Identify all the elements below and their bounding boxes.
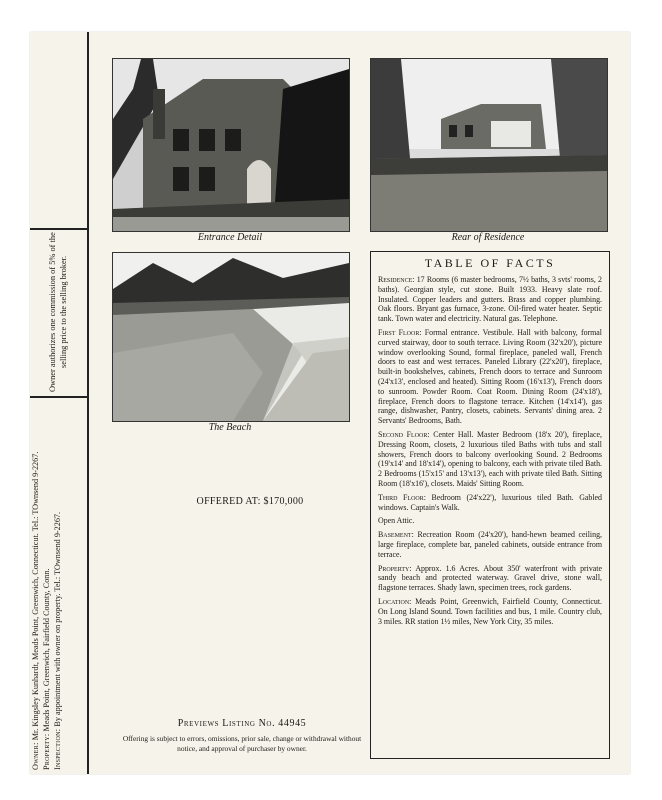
entrance-caption: Entrance Detail (197, 232, 263, 243)
rear-caption: Rear of Residence (451, 232, 525, 243)
facts-second-floor (378, 430, 602, 489)
sidebar-divider (87, 32, 89, 774)
property-text: Meads Point, Greenwich, Fairfield County, Conn. (42, 568, 51, 732)
facts-property (378, 564, 602, 593)
beach-photo (112, 252, 350, 422)
first-floor-text: Formal entrance. Vestibule. Hall with balcony, formal curved stairway, door to south terrace. Living Room (32'x20'), picture window overlooking Sound, formal fireplace, paneled wall, French doors to east and west terraces. Paneled Library (22'x20'), fireplace, built-in bookshelves, cabinets, French doors to terrace and Sunroom (24'x13', enclosed and heated). Sitting Room (16'x13'), French doors to sunroom. Powder Room. Coat Room. Dining Room (24'x18'), fireplace, French doors to flagstone terrace. Kitchen (14'x14'), gas range, dishwasher, Pantry, closets, cabinets. Servants' dining area. 2 Servants' Bedrooms, Bath. (378, 327, 602, 426)
inspection-text: By appointment with owner on property. Tel.: TOwnsend 9-2267. (53, 511, 62, 727)
owner-line (30, 404, 41, 770)
beach-caption: The Beach (208, 422, 252, 433)
third-floor-label: Third Floor: (378, 492, 426, 502)
entrance-photo (112, 58, 350, 232)
basement-text: Recreation Room (24'x20'), hand-hewn beamed ceiling, large fireplace, complete bar, paneled cabinets, outside entrance from terrace. (378, 530, 602, 559)
table-of-facts (370, 251, 610, 759)
second-floor-label: Second Floor: (378, 429, 430, 439)
listing-number: Previews Listing No. 44945 (177, 718, 307, 729)
residence-text: 17 Rooms (6 master bedrooms, 7½ baths, 3 svts' rooms, 2 baths). Georgian style, cut stone. Built 1933. Heavy slate roof. Insulated. Copper leaders and gutters. Brass and copper plumbing. Oak floors. Bryant gas furnace, 3-zone. Oil-fired water heater. Septic tank. Town water and electricity. Natural gas. Telephone. (378, 275, 602, 324)
offered-price: OFFERED AT: $170,000 (196, 496, 304, 507)
second-floor-text: Center Hall. Master Bedroom (18'x 20'), fireplace, Dressing Room, closets, 2 luxurious tiled Baths with tubs and stall showers, French doors to balcony overlooking Sound. 2 Bedrooms (19'x14' and 18'x14'), opening to balcony, each with private tiled Bath. 2 Bedrooms (15'x15' and 13'x13'), each with private tiled Bath. Sitting Room (18'x16'), closets. Maids' Sitting Room. (378, 429, 602, 488)
third-floor-text: Bedroom (24'x22'), luxurious tiled Bath. Gabled windows. Captain's Walk. (378, 492, 602, 512)
commission-note (30, 232, 86, 392)
property-facts-text: Approx. 1.6 Acres. About 350' waterfront with private sandy beach and protected waterway. Gravel drive, stone wall, flagstone terraces. Shady lawn, specimen trees, rock gardens. (378, 563, 602, 593)
basement-label: Basement: (378, 530, 414, 540)
brochure-page (30, 32, 630, 774)
facts-third-floor (378, 493, 602, 513)
facts-location (378, 597, 602, 626)
location-text: Meads Point, Greenwich, Fairfield County, Connecticut. On Long Island Sound. Town facilities and bus, 1 mile. Country club, 3 miles. RR station 1½ miles, New York City, 35 miles. (378, 596, 602, 626)
property-facts-label: Property: (378, 563, 412, 573)
owner-label: Owner: (31, 742, 40, 770)
owner-text: Mr. Kingsley Kunhardt, Meads Point, Greenwich, Connecticut. Tel.: TOwnsend 9-2267. (31, 451, 40, 741)
inspection-label: Inspection: (53, 728, 62, 770)
commission-text: Owner authorizes one commission of 5% of the selling price to the selling broker. (48, 232, 68, 392)
property-line (41, 404, 52, 770)
property-label: Property: (42, 733, 51, 770)
sidebar-rule-top (30, 228, 88, 230)
rear-photo (370, 58, 608, 232)
offering-disclaimer: Offering is subject to errors, omissions, prior sale, change or withdrawal without notice, and approval of purchaser by owner. (122, 734, 362, 753)
facts-attic: Open Attic. (378, 516, 415, 526)
owner-info-block (30, 404, 86, 770)
location-label: Location: (378, 596, 412, 606)
sidebar-rule-bottom (30, 396, 88, 398)
facts-basement (378, 530, 602, 559)
inspection-line (52, 404, 63, 770)
facts-title: TABLE OF FACTS (424, 256, 556, 270)
facts-residence (378, 275, 602, 324)
facts-first-floor (378, 328, 602, 426)
first-floor-label: First Floor: (378, 327, 422, 337)
residence-label: Residence: (378, 275, 415, 284)
